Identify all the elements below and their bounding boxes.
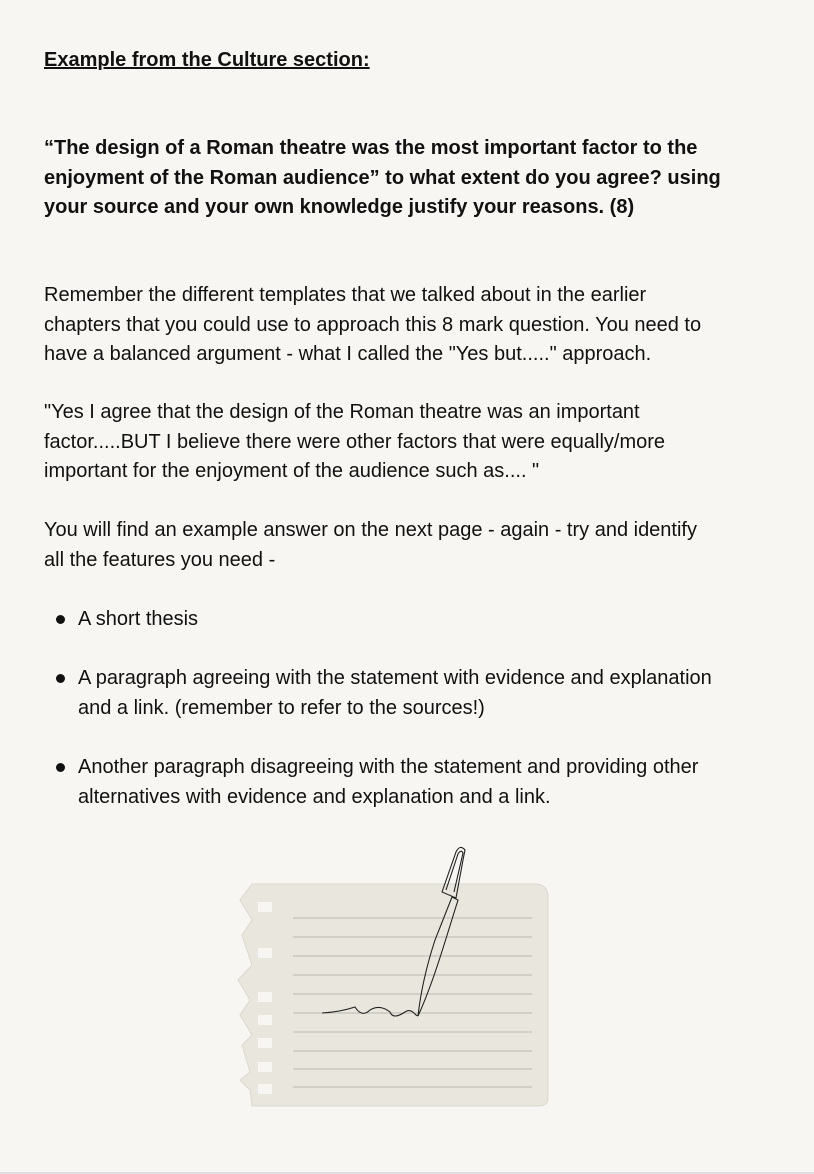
bullet-dot-icon — [56, 674, 65, 683]
bullet-line: A short thesis — [78, 608, 199, 630]
paragraph-line: Remember the different templates that we talked about in the earlier — [44, 284, 647, 306]
bullet-item — [44, 605, 198, 635]
bullet-line: alternatives with evidence and explanation and a link. — [78, 785, 551, 808]
paragraph-line: important for the enjoyment of the audience such as.... " — [44, 460, 540, 482]
bullet-item — [44, 753, 698, 812]
bullet-dot-icon — [56, 615, 65, 624]
bullet-line: Another paragraph disagreeing with the statement and providing other — [78, 756, 699, 778]
paragraph-line: "Yes I agree that the design of the Roman theatre was an important — [44, 401, 640, 423]
paragraph-example-quote — [44, 398, 665, 487]
paragraph-line: chapters that you could use to approach this 8 mark question. You need to — [44, 313, 702, 336]
question-line: enjoyment of the Roman audience” to what extent do you agree? using — [44, 166, 721, 189]
paragraph-next-page — [44, 516, 697, 575]
question-line: your source and your own knowledge justify your reasons. (8) — [44, 196, 635, 218]
paragraph-line: You will find an example answer on the next page - again - try and identify — [44, 519, 697, 541]
bullet-line: and a link. (remember to refer to the sources!) — [78, 696, 485, 719]
bullet-line: A paragraph agreeing with the statement with evidence and explanation — [78, 667, 712, 689]
question-line: “The design of a Roman theatre was the most important factor to the — [44, 137, 698, 159]
exam-question — [44, 134, 721, 223]
bullet-dot-icon — [56, 763, 65, 772]
paragraph-line: all the features you need - — [44, 548, 276, 571]
paragraph-line: have a balanced argument - what I called the "Yes but....." approach. — [44, 343, 652, 365]
paragraph-templates — [44, 281, 701, 370]
bullet-item — [44, 664, 712, 723]
paragraph-line: factor.....BUT I believe there were other factors that were equally/more — [44, 430, 666, 453]
notepad-with-pen-icon — [230, 840, 560, 1120]
section-heading: Example from the Culture section: — [44, 49, 370, 71]
